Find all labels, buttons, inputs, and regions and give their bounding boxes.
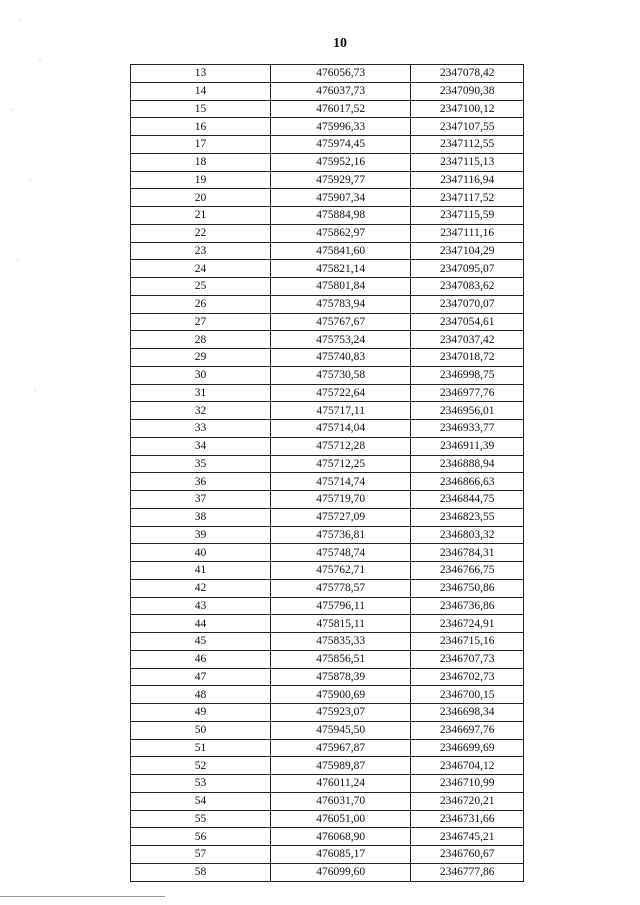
x-coordinate-cell: 475740,83	[271, 349, 411, 367]
y-coordinate-cell: 2347112,55	[411, 136, 524, 154]
y-coordinate-cell: 2347078,42	[411, 65, 524, 83]
y-coordinate-cell: 2347054,61	[411, 313, 524, 331]
y-coordinate-cell: 2347037,42	[411, 331, 524, 349]
table-row	[131, 384, 524, 402]
point-number-cell: 50	[131, 721, 271, 739]
x-coordinate-cell: 475730,58	[271, 366, 411, 384]
y-coordinate-cell: 2347117,52	[411, 189, 524, 207]
table-row	[131, 366, 524, 384]
point-number-cell: 45	[131, 633, 271, 651]
y-coordinate-cell: 2346784,31	[411, 544, 524, 562]
point-number-cell: 23	[131, 242, 271, 260]
point-number-cell: 57	[131, 846, 271, 864]
scan-margin-artifacts	[0, 0, 70, 905]
table-row	[131, 313, 524, 331]
y-coordinate-cell: 2346844,75	[411, 491, 524, 509]
x-coordinate-cell: 475952,16	[271, 153, 411, 171]
table-row	[131, 82, 524, 100]
y-coordinate-cell: 2346710,99	[411, 775, 524, 793]
table-row	[131, 349, 524, 367]
y-coordinate-cell: 2346698,34	[411, 704, 524, 722]
point-number-cell: 54	[131, 792, 271, 810]
point-number-cell: 14	[131, 82, 271, 100]
table-row	[131, 136, 524, 154]
point-number-cell: 38	[131, 508, 271, 526]
point-number-cell: 33	[131, 420, 271, 438]
point-number-cell: 55	[131, 810, 271, 828]
point-number-cell: 32	[131, 402, 271, 420]
x-coordinate-cell: 475722,64	[271, 384, 411, 402]
point-number-cell: 39	[131, 526, 271, 544]
x-coordinate-cell: 475748,74	[271, 544, 411, 562]
table-row	[131, 331, 524, 349]
x-coordinate-cell: 475907,34	[271, 189, 411, 207]
table-row	[131, 260, 524, 278]
y-coordinate-cell: 2347115,59	[411, 207, 524, 225]
table-row	[131, 455, 524, 473]
table-row	[131, 633, 524, 651]
x-coordinate-cell: 476085,17	[271, 846, 411, 864]
point-number-cell: 42	[131, 579, 271, 597]
point-number-cell: 56	[131, 828, 271, 846]
y-coordinate-cell: 2346724,91	[411, 615, 524, 633]
y-coordinate-cell: 2346720,21	[411, 792, 524, 810]
point-number-cell: 25	[131, 278, 271, 296]
table-row	[131, 828, 524, 846]
point-number-cell: 24	[131, 260, 271, 278]
table-row	[131, 863, 524, 881]
point-number-cell: 21	[131, 207, 271, 225]
y-coordinate-cell: 2347018,72	[411, 349, 524, 367]
y-coordinate-cell: 2347090,38	[411, 82, 524, 100]
x-coordinate-cell: 476037,73	[271, 82, 411, 100]
table-row	[131, 473, 524, 491]
y-coordinate-cell: 2346699,69	[411, 739, 524, 757]
y-coordinate-cell: 2346911,39	[411, 437, 524, 455]
y-coordinate-cell: 2346766,75	[411, 562, 524, 580]
y-coordinate-cell: 2346998,75	[411, 366, 524, 384]
point-number-cell: 44	[131, 615, 271, 633]
table-row	[131, 65, 524, 83]
x-coordinate-cell: 475717,11	[271, 402, 411, 420]
x-coordinate-cell: 475841,60	[271, 242, 411, 260]
x-coordinate-cell: 475974,45	[271, 136, 411, 154]
x-coordinate-cell: 475753,24	[271, 331, 411, 349]
point-number-cell: 36	[131, 473, 271, 491]
x-coordinate-cell: 475727,09	[271, 508, 411, 526]
x-coordinate-cell: 476017,52	[271, 100, 411, 118]
table-row	[131, 242, 524, 260]
x-coordinate-cell: 475945,50	[271, 721, 411, 739]
table-row	[131, 295, 524, 313]
x-coordinate-cell: 475821,14	[271, 260, 411, 278]
point-number-cell: 47	[131, 668, 271, 686]
coordinates-table	[130, 64, 524, 882]
y-coordinate-cell: 2346760,67	[411, 846, 524, 864]
table-row	[131, 402, 524, 420]
x-coordinate-cell: 475767,67	[271, 313, 411, 331]
y-coordinate-cell: 2346702,73	[411, 668, 524, 686]
point-number-cell: 41	[131, 562, 271, 580]
x-coordinate-cell: 476056,73	[271, 65, 411, 83]
point-number-cell: 30	[131, 366, 271, 384]
point-number-cell: 48	[131, 686, 271, 704]
y-coordinate-cell: 2346803,32	[411, 526, 524, 544]
point-number-cell: 46	[131, 650, 271, 668]
x-coordinate-cell: 475989,87	[271, 757, 411, 775]
table-row	[131, 597, 524, 615]
table-row	[131, 579, 524, 597]
y-coordinate-cell: 2346777,86	[411, 863, 524, 881]
point-number-cell: 51	[131, 739, 271, 757]
table-row	[131, 792, 524, 810]
table-row	[131, 544, 524, 562]
x-coordinate-cell: 476068,90	[271, 828, 411, 846]
point-number-cell: 49	[131, 704, 271, 722]
point-number-cell: 53	[131, 775, 271, 793]
table-row	[131, 846, 524, 864]
table-row	[131, 775, 524, 793]
table-row	[131, 757, 524, 775]
table-row	[131, 171, 524, 189]
coordinates-table-body	[131, 65, 524, 882]
y-coordinate-cell: 2347083,62	[411, 278, 524, 296]
table-row	[131, 526, 524, 544]
x-coordinate-cell: 475719,70	[271, 491, 411, 509]
x-coordinate-cell: 476099,60	[271, 863, 411, 881]
x-coordinate-cell: 475862,97	[271, 224, 411, 242]
x-coordinate-cell: 476011,24	[271, 775, 411, 793]
point-number-cell: 16	[131, 118, 271, 136]
point-number-cell: 17	[131, 136, 271, 154]
table-row	[131, 721, 524, 739]
y-coordinate-cell: 2347095,07	[411, 260, 524, 278]
point-number-cell: 19	[131, 171, 271, 189]
x-coordinate-cell: 475712,28	[271, 437, 411, 455]
table-row	[131, 491, 524, 509]
point-number-cell: 34	[131, 437, 271, 455]
point-number-cell: 22	[131, 224, 271, 242]
point-number-cell: 35	[131, 455, 271, 473]
table-row	[131, 189, 524, 207]
y-coordinate-cell: 2347107,55	[411, 118, 524, 136]
y-coordinate-cell: 2346704,12	[411, 757, 524, 775]
y-coordinate-cell: 2347111,16	[411, 224, 524, 242]
x-coordinate-cell: 475801,84	[271, 278, 411, 296]
y-coordinate-cell: 2346700,15	[411, 686, 524, 704]
x-coordinate-cell: 475900,69	[271, 686, 411, 704]
point-number-cell: 40	[131, 544, 271, 562]
x-coordinate-cell: 475967,87	[271, 739, 411, 757]
x-coordinate-cell: 475736,81	[271, 526, 411, 544]
y-coordinate-cell: 2346866,63	[411, 473, 524, 491]
point-number-cell: 13	[131, 65, 271, 83]
scan-bottom-line	[0, 896, 165, 897]
y-coordinate-cell: 2347116,94	[411, 171, 524, 189]
y-coordinate-cell: 2346715,16	[411, 633, 524, 651]
y-coordinate-cell: 2346707,73	[411, 650, 524, 668]
table-row	[131, 437, 524, 455]
x-coordinate-cell: 475714,74	[271, 473, 411, 491]
point-number-cell: 28	[131, 331, 271, 349]
x-coordinate-cell: 476051,00	[271, 810, 411, 828]
y-coordinate-cell: 2347100,12	[411, 100, 524, 118]
y-coordinate-cell: 2346823,55	[411, 508, 524, 526]
x-coordinate-cell: 475714,04	[271, 420, 411, 438]
y-coordinate-cell: 2346745,21	[411, 828, 524, 846]
x-coordinate-cell: 476031,70	[271, 792, 411, 810]
table-row	[131, 650, 524, 668]
point-number-cell: 58	[131, 863, 271, 881]
y-coordinate-cell: 2346750,86	[411, 579, 524, 597]
x-coordinate-cell: 475796,11	[271, 597, 411, 615]
y-coordinate-cell: 2346697,76	[411, 721, 524, 739]
y-coordinate-cell: 2347115,13	[411, 153, 524, 171]
table-row	[131, 278, 524, 296]
y-coordinate-cell: 2346736,86	[411, 597, 524, 615]
y-coordinate-cell: 2346933,77	[411, 420, 524, 438]
point-number-cell: 15	[131, 100, 271, 118]
y-coordinate-cell: 2346977,76	[411, 384, 524, 402]
y-coordinate-cell: 2346888,94	[411, 455, 524, 473]
table-row	[131, 118, 524, 136]
table-row	[131, 224, 524, 242]
page-number: 10	[333, 36, 347, 51]
point-number-cell: 31	[131, 384, 271, 402]
point-number-cell: 20	[131, 189, 271, 207]
x-coordinate-cell: 475783,94	[271, 295, 411, 313]
x-coordinate-cell: 475762,71	[271, 562, 411, 580]
point-number-cell: 18	[131, 153, 271, 171]
y-coordinate-cell: 2347104,29	[411, 242, 524, 260]
point-number-cell: 37	[131, 491, 271, 509]
point-number-cell: 43	[131, 597, 271, 615]
y-coordinate-cell: 2346956,01	[411, 402, 524, 420]
table-row	[131, 420, 524, 438]
y-coordinate-cell: 2347070,07	[411, 295, 524, 313]
point-number-cell: 26	[131, 295, 271, 313]
y-coordinate-cell: 2346731,66	[411, 810, 524, 828]
table-row	[131, 562, 524, 580]
point-number-cell: 29	[131, 349, 271, 367]
point-number-cell: 27	[131, 313, 271, 331]
table-row	[131, 100, 524, 118]
table-row	[131, 739, 524, 757]
table-row	[131, 668, 524, 686]
x-coordinate-cell: 475996,33	[271, 118, 411, 136]
table-row	[131, 810, 524, 828]
x-coordinate-cell: 475835,33	[271, 633, 411, 651]
x-coordinate-cell: 475884,98	[271, 207, 411, 225]
x-coordinate-cell: 475923,07	[271, 704, 411, 722]
x-coordinate-cell: 475929,77	[271, 171, 411, 189]
table-row	[131, 153, 524, 171]
point-number-cell: 52	[131, 757, 271, 775]
table-row	[131, 615, 524, 633]
table-row	[131, 704, 524, 722]
x-coordinate-cell: 475815,11	[271, 615, 411, 633]
table-row	[131, 207, 524, 225]
x-coordinate-cell: 475778,57	[271, 579, 411, 597]
table-row	[131, 686, 524, 704]
table-row	[131, 508, 524, 526]
x-coordinate-cell: 475878,39	[271, 668, 411, 686]
x-coordinate-cell: 475856,51	[271, 650, 411, 668]
x-coordinate-cell: 475712,25	[271, 455, 411, 473]
